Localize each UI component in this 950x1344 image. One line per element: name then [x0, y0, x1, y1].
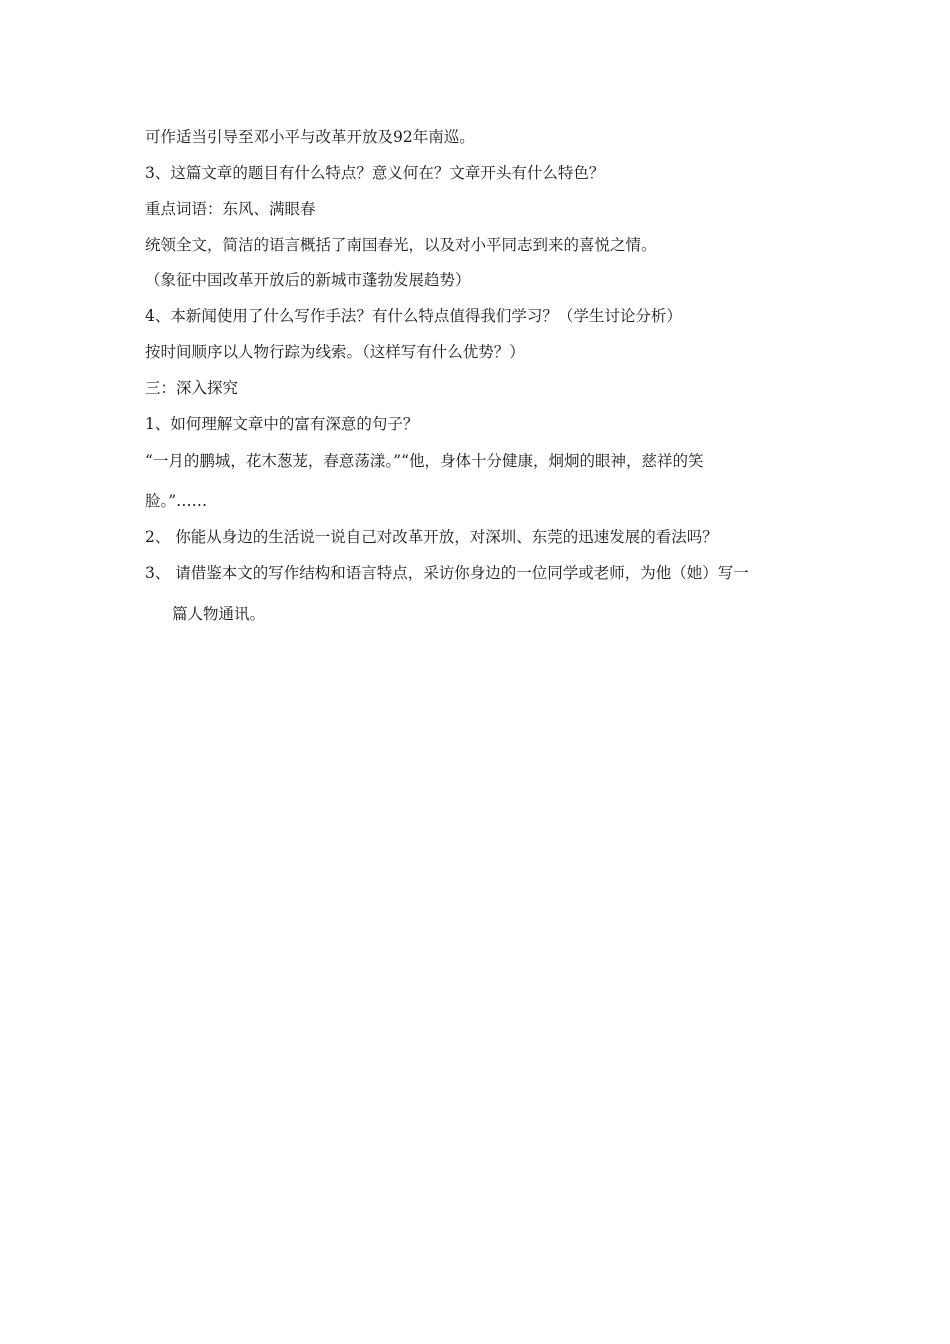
explore-question-3: 3、 请借鉴本文的写作结构和语言特点，采访你身边的一位同学或老师，为他（她）写一	[145, 564, 749, 582]
question-3: 3、这篇文章的题目有什么特点？意义何在？文章开头有什么特色？	[145, 164, 605, 182]
quote-line-1: “一月的鹏城，花木葱茏，春意荡漾。”“他，身体十分健康，炯炯的眼神，慈祥的笑	[145, 452, 704, 470]
text-line-guidance: 可作适当引导至邓小平与改革开放及92年南巡。	[145, 128, 475, 146]
explore-question-3-continued: 篇人物通讯。	[172, 605, 266, 623]
text-line-sequence: 按时间顺序以人物行踪为线索。（这样写有什么优势？）	[145, 343, 525, 361]
question-4: 4、本新闻使用了什么写作手法？有什么特点值得我们学习？（学生讨论分析）	[145, 307, 682, 325]
text-line-summary: 统领全文，简洁的语言概括了南国春光，以及对小平同志到来的喜悦之情。	[145, 236, 657, 254]
section-heading-explore: 三：深入探究	[145, 379, 239, 397]
key-words-line: 重点词语：东风、满眼春	[145, 200, 316, 218]
quote-line-2: 脸。”……	[145, 492, 208, 510]
explore-question-1: 1、如何理解文章中的富有深意的句子？	[145, 415, 419, 433]
text-line-symbolism: （象征中国改革开放后的新城市蓬勃发展趋势）	[145, 271, 471, 289]
explore-question-2: 2、 你能从身边的生活说一说自己对改革开放，对深圳、东莞的迅速发展的看法吗？	[145, 528, 718, 546]
